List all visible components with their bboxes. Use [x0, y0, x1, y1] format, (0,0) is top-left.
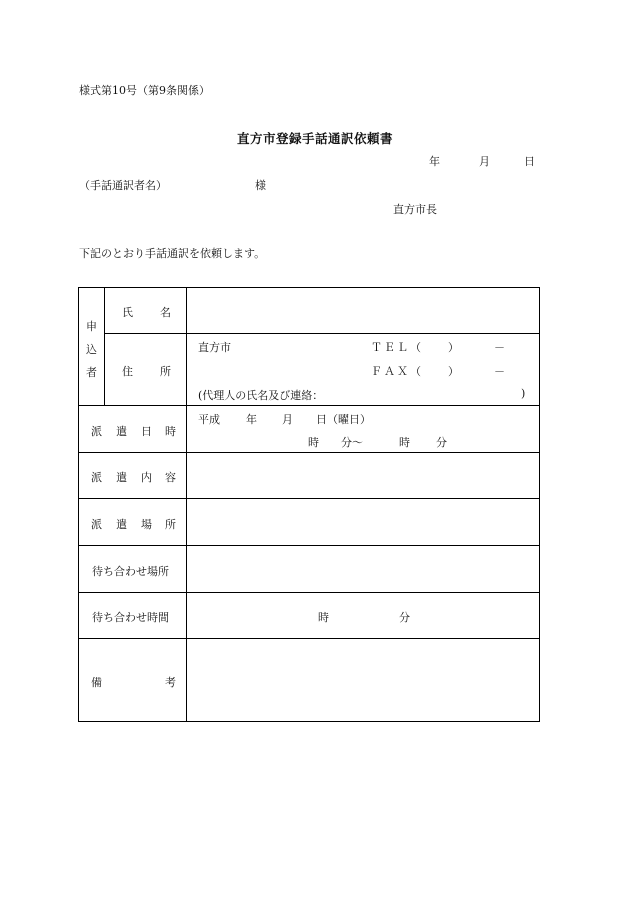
sender-name: 直方市長	[393, 203, 437, 216]
dispatch-content-label-char: 遣	[116, 471, 127, 484]
dispatch-place-field[interactable]	[187, 499, 539, 545]
request-form-table	[78, 287, 540, 722]
date-day-label: 日	[524, 155, 535, 168]
name-field[interactable]	[187, 288, 539, 333]
proxy-close: )	[521, 387, 526, 400]
dispatch-place-label-char: 場	[141, 518, 152, 531]
date-year-label: 年	[429, 155, 440, 168]
address-label-char: 所	[160, 365, 171, 378]
tel-close: ）	[448, 341, 459, 354]
meeting-place-field[interactable]	[187, 546, 539, 592]
name-label-char: 名	[160, 306, 171, 319]
page-title: 直方市登録手話通訳依頼書	[236, 131, 393, 146]
dispatch-datetime-label-char: 日	[141, 425, 152, 438]
era-label: 平成	[198, 413, 220, 426]
dispatch-datetime-label-char: 派	[91, 425, 102, 438]
remarks-label-char: 考	[165, 676, 176, 689]
meeting-hour-label: 時	[318, 611, 329, 624]
column-divider	[104, 288, 105, 405]
dispatch-content-label-char: 派	[91, 471, 102, 484]
dispatch-place-label-char: 遣	[116, 518, 127, 531]
remarks-label-char: 備	[91, 676, 102, 689]
meeting-minute-label: 分	[399, 611, 410, 624]
address-city: 直方市	[198, 341, 231, 354]
start-hour-label: 時	[308, 436, 319, 449]
dispatch-datetime-label-char: 遣	[116, 425, 127, 438]
month-label: 月	[282, 413, 293, 426]
year-label: 年	[246, 413, 257, 426]
row-divider	[79, 592, 539, 593]
applicant-group-char: 申	[86, 320, 97, 333]
start-minute-label: 分～	[341, 436, 363, 449]
applicant-group-char: 者	[86, 366, 97, 379]
name-label-char: 氏	[122, 306, 133, 319]
form-number: 様式第10号（第9条関係）	[79, 84, 210, 97]
intro-text: 下記のとおり手話通訳を依頼します。	[79, 247, 266, 260]
day-label: 日（曜日）	[316, 413, 371, 426]
fax-label: ＦＡＸ（	[371, 365, 423, 378]
dispatch-content-label-char: 容	[165, 471, 176, 484]
meeting-place-label: 待ち合わせ場所	[92, 565, 169, 578]
end-minute-label: 分	[436, 436, 447, 449]
dispatch-content-label-char: 内	[141, 471, 152, 484]
applicant-group-char: 込	[86, 343, 97, 356]
dispatch-datetime-label-char: 時	[165, 425, 176, 438]
end-hour-label: 時	[399, 436, 410, 449]
row-divider	[105, 333, 539, 334]
tel-label: ＴＥＬ（	[371, 341, 423, 354]
date-month-label: 月	[479, 155, 490, 168]
dispatch-place-label-char: 派	[91, 518, 102, 531]
meeting-time-label: 待ち合わせ時間	[92, 611, 169, 624]
dispatch-content-field[interactable]	[187, 453, 539, 498]
fax-close: ）	[448, 365, 459, 378]
dispatch-place-label-char: 所	[165, 518, 176, 531]
honorific: 様	[255, 179, 266, 192]
remarks-field[interactable]	[187, 639, 539, 721]
fax-dash: －	[494, 365, 505, 378]
row-divider	[79, 405, 539, 406]
tel-dash: －	[494, 341, 505, 354]
address-label-char: 住	[122, 365, 133, 378]
proxy-label: (代理人の氏名及び連絡：	[198, 389, 324, 402]
recipient-name: （手話通訳者名）	[79, 179, 167, 192]
